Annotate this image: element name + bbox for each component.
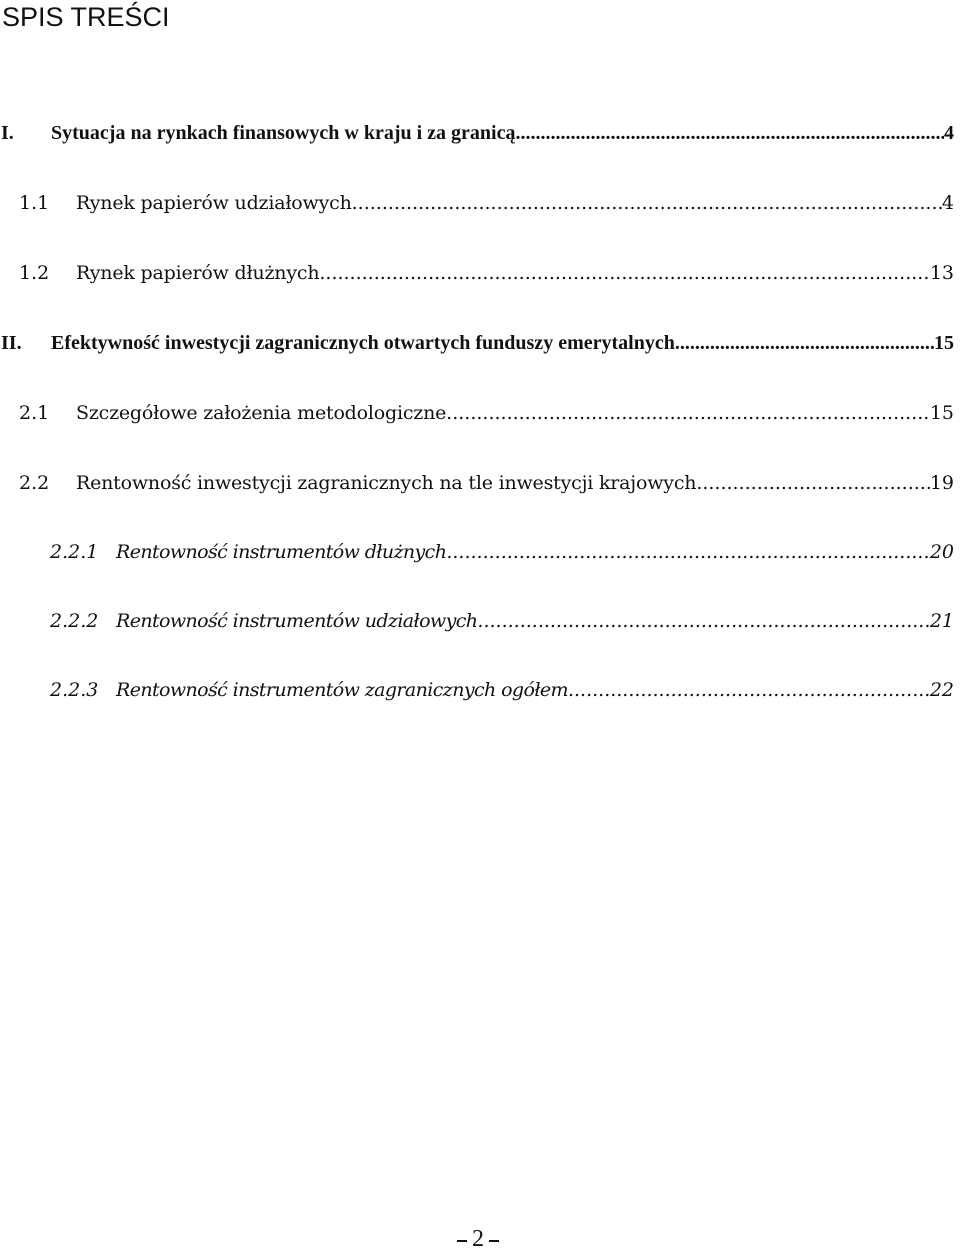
- dot-leader: [477, 610, 929, 632]
- dot-leader: [696, 472, 930, 494]
- toc-entry-page[interactable]: 4: [944, 122, 954, 144]
- toc-entry-number: 1.2: [19, 262, 50, 284]
- toc-entry-page[interactable]: 13: [929, 262, 954, 284]
- toc-entry-text[interactable]: Efektywność inwestycji zagranicznych otwartych funduszy emerytalnych: [51, 332, 675, 354]
- toc-entry-number: 2.1: [19, 402, 50, 424]
- toc-entry-text[interactable]: Szczegółowe założenia metodologiczne: [76, 402, 447, 424]
- dot-leader: [446, 402, 930, 424]
- toc-entry-text[interactable]: Rynek papierów udziałowych: [76, 192, 352, 214]
- toc-entry-text[interactable]: Rynek papierów dłużnych: [76, 262, 320, 284]
- toc-entry-text[interactable]: Rentowność inwestycji zagranicznych na tle inwestycji krajowych: [76, 472, 697, 494]
- toc-entry-text[interactable]: Rentowność instrumentów udziałowych: [116, 610, 478, 632]
- toc-entry-2-2-1[interactable]: [0, 541, 954, 567]
- toc-entry-page[interactable]: 22: [929, 679, 954, 701]
- toc-entry-page[interactable]: 4: [941, 192, 954, 214]
- toc-entry-1-2[interactable]: [0, 262, 954, 288]
- toc-entry-page[interactable]: 21: [929, 610, 954, 632]
- toc-entry-1[interactable]: [0, 122, 954, 148]
- toc-entry-number: 2.2.3: [50, 679, 99, 701]
- toc-entry-text[interactable]: Rentowność instrumentów dłużnych: [116, 541, 447, 563]
- dot-leader: [675, 332, 934, 355]
- toc-entry-number: I.: [1, 122, 14, 144]
- toc-entry-page[interactable]: 20: [929, 541, 954, 563]
- dot-leader: [352, 192, 942, 214]
- toc-entry-number: 2.2: [19, 472, 50, 494]
- dot-leader: [515, 122, 944, 145]
- toc-entry-page[interactable]: 19: [929, 472, 954, 494]
- page-number: 2: [472, 1225, 484, 1252]
- toc-entry-number: 2.2.1: [50, 541, 99, 563]
- toc-entry-number: 2.2.2: [50, 610, 99, 632]
- toc-entry-number: 1.1: [19, 192, 50, 214]
- toc-entry-text[interactable]: Rentowność instrumentów zagranicznych ogółem: [116, 679, 568, 701]
- footer-dash-right: [489, 1240, 499, 1242]
- toc-entry-text[interactable]: Sytuacja na rynkach finansowych w kraju i za granicą: [51, 122, 516, 144]
- toc-entry-page[interactable]: 15: [934, 332, 954, 354]
- footer-dash-left: [457, 1240, 467, 1242]
- dot-leader: [446, 541, 929, 563]
- toc-entry-2-2-3[interactable]: [0, 679, 954, 705]
- dot-leader: [568, 679, 930, 701]
- toc-entry-2-1[interactable]: [0, 402, 954, 428]
- toc-entry-page[interactable]: 15: [929, 402, 954, 424]
- toc-entry-2-2[interactable]: [0, 472, 954, 498]
- toc-entry-2[interactable]: [0, 332, 954, 358]
- toc-entry-number: II.: [1, 332, 22, 354]
- toc-entry-2-2-2[interactable]: [0, 610, 954, 636]
- page-footer: [452, 1225, 504, 1252]
- dot-leader: [319, 262, 929, 284]
- page-title: SPIS TREŚCI: [2, 2, 170, 32]
- toc-entry-1-1[interactable]: [0, 192, 954, 218]
